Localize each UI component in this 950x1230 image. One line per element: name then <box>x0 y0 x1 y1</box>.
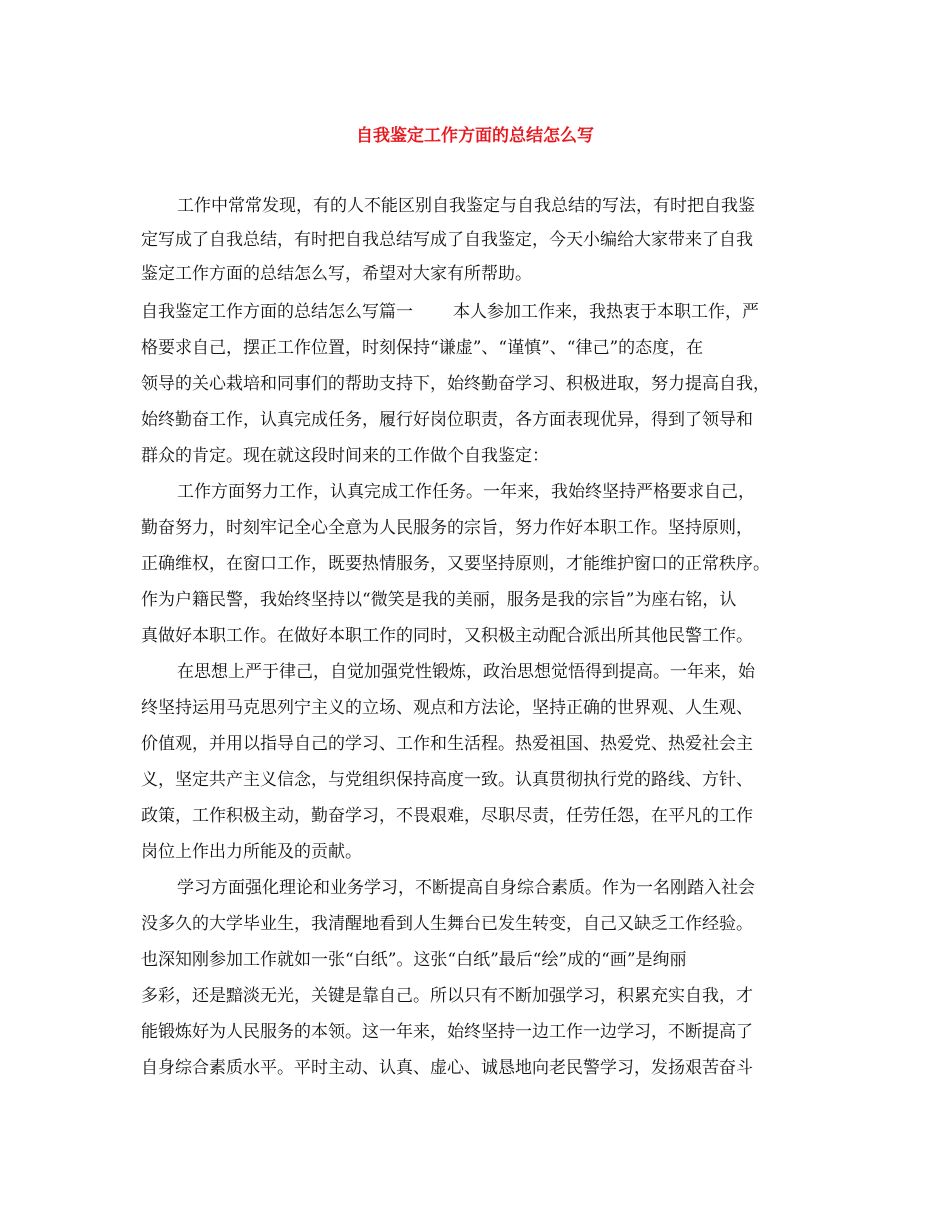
text-line: 始终勤奋工作，认真完成任务，履行好岗位职责，各方面表现优异，得到了领导和 <box>141 410 753 430</box>
document-title: 自我鉴定工作方面的总结怎么写 <box>356 126 594 146</box>
text-line: 学习方面强化理论和业务学习，不断提高自身综合素质。作为一名刚踏入社会 <box>177 878 755 898</box>
text-line: 作为户籍民警，我始终坚持以“微笑是我的美丽，服务是我的宗旨”为座右铭，认 <box>141 590 737 610</box>
text-line: 价值观，并用以指导自己的学习、工作和生活程。热爱祖国、热爱党、热爱社会主 <box>141 734 753 754</box>
text-line: 领导的关心栽培和同事们的帮助支持下，始终勤奋学习、积极进取，努力提高自我， <box>141 374 770 394</box>
text-line: 在思想上严于律己，自觉加强党性锻炼，政治思想觉悟得到提高。一年来，始 <box>177 662 755 682</box>
text-line: 义，坚定共产主义信念，与党组织保持高度一致。认真贯彻执行党的路线、方针、 <box>141 770 753 790</box>
text-line: 终坚持运用马克思列宁主义的立场、观点和方法论，坚持正确的世界观、人生观、 <box>141 698 753 718</box>
text-line: 鉴定工作方面的总结怎么写，希望对大家有所帮助。 <box>141 264 532 284</box>
text-line: 岗位上作出力所能及的贡献。 <box>141 842 362 862</box>
text-line: 工作方面努力工作，认真完成工作任务。一年来，我始终坚持严格要求自己， <box>177 482 755 502</box>
text-line: 没多久的大学毕业生，我清醒地看到人生舞台已发生转变，自己又缺乏工作经验。 <box>141 914 753 934</box>
section-heading: 自我鉴定工作方面的总结怎么写篇一 <box>141 302 413 322</box>
text-line: 真做好本职工作。在做好本职工作的同时，又积极主动配合派出所其他民警工作。 <box>141 626 753 646</box>
text-line: 勤奋努力，时刻牢记全心全意为人民服务的宗旨，努力作好本职工作。坚持原则， <box>141 518 753 538</box>
text-line: 正确维权，在窗口工作，既要热情服务，又要坚持原则，才能维护窗口的正常秩序。 <box>141 554 770 574</box>
text-line: 工作中常常发现，有的人不能区别自我鉴定与自我总结的写法，有时把自我鉴 <box>177 196 755 216</box>
text-line: 也深知刚参加工作就如一张“白纸”。这张“白纸”最后“绘”成的“画”是绚丽 <box>141 950 687 970</box>
text-line: 多彩，还是黯淡无光，关键是靠自己。所以只有不断加强学习，积累充实自我，才 <box>141 986 753 1006</box>
text-line: 能锻炼好为人民服务的本领。这一年来，始终坚持一边工作一边学习，不断提高了 <box>141 1022 753 1042</box>
text-segment: 本人参加工作来，我热衷于本职工作，严 <box>453 302 759 322</box>
text-line: 定写成了自我总结，有时把自我总结写成了自我鉴定，今天小编给大家带来了自我 <box>141 230 753 250</box>
text-line: 自身综合素质水平。平时主动、认真、虚心、诚恳地向老民警学习，发扬艰苦奋斗 <box>141 1058 753 1078</box>
text-line: 格要求自己，摆正工作位置，时刻保持“谦虚”、“谨慎”、“律己”的态度，在 <box>141 338 704 358</box>
text-line: 政策，工作积极主动，勤奋学习，不畏艰难，尽职尽责，任劳任怨，在平凡的工作 <box>141 806 753 826</box>
text-line: 群众的肯定。现在就这段时间来的工作做个自我鉴定： <box>141 446 549 466</box>
text-line-with-heading <box>141 300 759 324</box>
